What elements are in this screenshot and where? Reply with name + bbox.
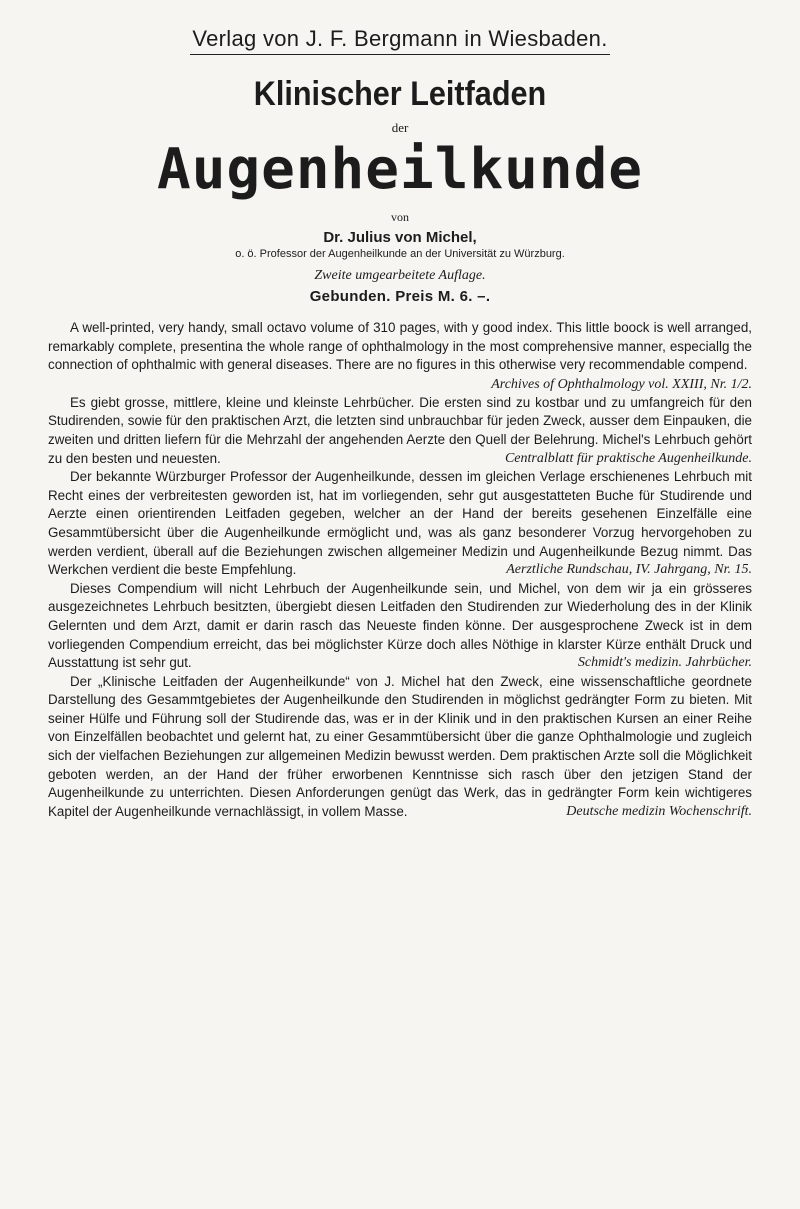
review-source: Deutsche medizin Wochenschrift. — [566, 803, 752, 819]
review-text-body: Der bekannte Würzburger Professor der Augenheilkunde, dessen im gleichen Verlage erschienenes Lehrbuch mit Recht eines der verbreitesten geworden ist, hat im vorliegenden, sehr gut ausgestatteten Buche für Studirende und Aerzte einen orientirenden Leitfaden gegeben, welcher an der Hand der bereits gesehenen Einzelfälle eine Gesammtübersicht über die Augenheilkunde ermöglicht und, was als ganz besonderer Vorzug hervorgehoben zu werden verdient, überall auf die Beziehungen zwischen allgemeiner Medizin und Augenheilkunde Bezug nimmt. Das Werkchen verdient die beste Empfehlung. — [48, 469, 752, 578]
review-text: A well-printed, very handy, small octavo volume of 310 pages, with y good index. This little boock is well arranged, remarkably complete, presentina the whole range of ophthalmology in the most comprehensive manner, especiallg the connection of ophthalmic with general diseases. There are no figures in this otherwise very recommendable compend. — [48, 320, 752, 373]
review-text — [48, 394, 752, 468]
review-3 — [48, 468, 752, 580]
review-2 — [48, 394, 752, 468]
review-4 — [48, 580, 752, 673]
review-text — [48, 468, 752, 580]
book-edition: Zweite umgearbeitete Auflage. — [314, 268, 486, 283]
book-author: Dr. Julius von Michel, — [323, 229, 477, 246]
book-von: von — [391, 210, 409, 224]
review-text — [48, 580, 752, 673]
publisher-header: Verlag von J. F. Bergmann in Wiesbaden. — [190, 26, 610, 55]
review-source: Aerztliche Rundschau, IV. Jahrgang, Nr. 15. — [506, 562, 752, 578]
review-source: Centralblatt für praktische Augenheilkunde. — [504, 450, 752, 466]
book-title-der: der — [391, 120, 409, 135]
book-title-line1: Klinischer Leitfaden — [253, 75, 547, 113]
reviews — [48, 319, 752, 821]
book-title-line2: Augenheilkunde — [156, 137, 643, 202]
review-text-body: Es giebt grosse, mittlere, kleine und kleinste Lehrbücher. Die ersten sind zu kostbar und zu umfangreich für den Studirenden, sowie für den praktischen Arzt, die letzten sind unbrauchbar für jeden Zweck, ausser dem Einpauken, die zweiten und dritten liefern für die Mehrzahl der angehenden Aerzte den Quell der Belehrung. Michel's Lehrbuch gehört zu den besten und neuesten. — [48, 394, 752, 466]
review-text — [48, 673, 752, 822]
review-1 — [48, 319, 752, 394]
review-text-body: Dieses Compendium will nicht Lehrbuch der Augenheilkunde sein, und Michel, von dem wir ja ein grösseres ausgezeichnetes Lehrbuch besitzten, übergiebt diesen Leitfaden den Studirenden zur Wiederholung des in der Klinik Gelernten und dem Arzt, damit er darin rasch das Neueste finden könne. Der ausgesprochene Zweck ist in dem vorliegenden Compendium erreicht, das bei möglichster Kürze doch alles Nöthige in klarster Kürze enthält Druck und Ausstattung ist sehr gut. — [48, 580, 752, 671]
review-text-body: Der „Klinische Leitfaden der Augenheilkunde“ von J. Michel hat den Zweck, eine wissenschaftliche geordnete Darstellung des Gesammtgebietes der Augenheilkunde den Studirenden in möglichst gedrängter Form zu bieten. Mit seiner Hülfe und Führung soll der Studirende das, was er in der Klinik und in den praktischen Kursen an einer Reihe von Einzelfällen beobachtet und gelernt hat, zu einer Gesammtübersicht über die ganze Ophthalmologie und zugleich sich der vielfachen Beziehungen zur allgemeinen Medizin bewusst werden. Dem praktischen Arzte soll die Möglichkeit geboten werden, an der Hand der früher erworbenen Kenntnisse sich rasch über den jetzigen Stand der Augenheilkunde zu unterrichten. Diesen Anforderungen genügt das Werk, das in gedrängter Form kein wichtigeres Kapitel der Augenheilkunde vernachlässigt, in vollem Masse. — [48, 673, 752, 819]
author-affiliation: o. ö. Professor der Augenheilkunde an der Universität zu Würzburg. — [235, 248, 565, 260]
review-source: Schmidt's medizin. Jahrbücher. — [577, 655, 752, 671]
review-5 — [48, 673, 752, 822]
book-price: Gebunden. Preis M. 6. –. — [309, 288, 491, 305]
review-source: Archives of Ophthalmology vol. XXIII, Nr. 1/2. — [491, 376, 752, 392]
advertisement-page — [48, 26, 752, 821]
